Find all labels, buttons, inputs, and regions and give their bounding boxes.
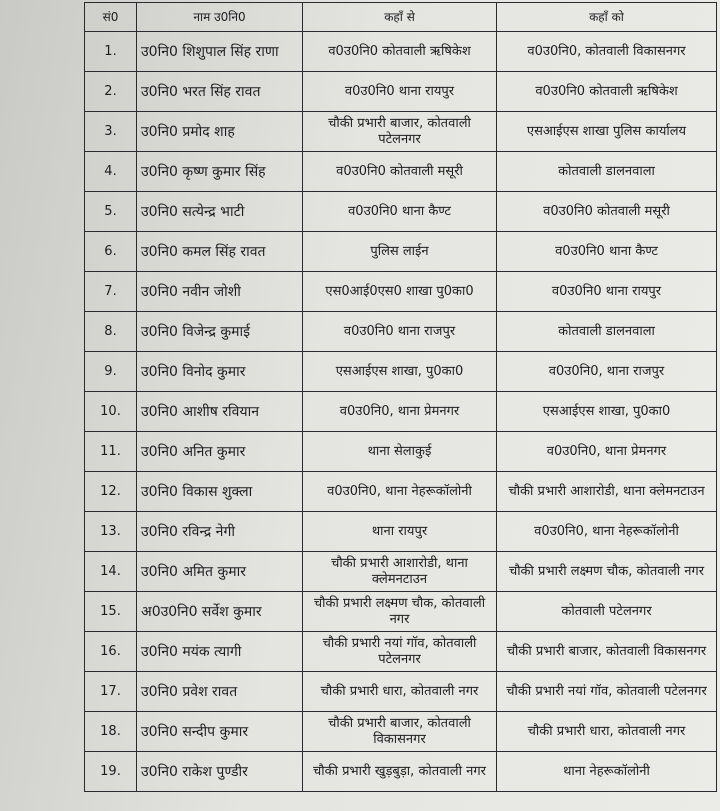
header-from: कहाँ से	[303, 3, 497, 32]
to-cell: कोतवाली डालनवाला	[497, 312, 717, 352]
name-cell: उ0नि0 विकास शुक्ला	[137, 472, 303, 512]
from-cell: व0उ0नि0 कोतवाली मसूरी	[303, 152, 497, 192]
from-cell: व0उ0नि0 थाना राजपुर	[303, 312, 497, 352]
serial-cell: 18.	[85, 712, 137, 752]
serial-cell: 11.	[85, 432, 137, 472]
to-cell: चौकी प्रभारी नयां गॉव, कोतवाली पटेलनगर	[497, 672, 717, 712]
serial-cell: 1.	[85, 32, 137, 72]
serial-cell: 2.	[85, 72, 137, 112]
to-cell: व0उ0नि0, थाना प्रेमनगर	[497, 432, 717, 472]
name-cell: उ0नि0 प्रवेश रावत	[137, 672, 303, 712]
name-cell: उ0नि0 अमित कुमार	[137, 552, 303, 592]
to-cell: चौकी प्रभारी आशारोडी, थाना क्लेमनटाउन	[497, 472, 717, 512]
table-row	[85, 392, 717, 432]
table-header-row	[85, 3, 717, 32]
table-row	[85, 72, 717, 112]
to-cell: व0उ0नि0 थाना रायपुर	[497, 272, 717, 312]
table-row	[85, 512, 717, 552]
serial-cell: 14.	[85, 552, 137, 592]
from-cell: एसआईएस शाखा, पु0का0	[303, 352, 497, 392]
to-cell: व0उ0नि0, कोतवाली विकासनगर	[497, 32, 717, 72]
header-serial: सं0	[85, 3, 137, 32]
serial-cell: 5.	[85, 192, 137, 232]
name-cell: उ0नि0 सन्दीप कुमार	[137, 712, 303, 752]
serial-cell: 16.	[85, 632, 137, 672]
to-cell: व0उ0नि0 कोतवाली ऋषिकेश	[497, 72, 717, 112]
serial-cell: 15.	[85, 592, 137, 632]
to-cell: चौकी प्रभारी बाजार, कोतवाली विकासनगर	[497, 632, 717, 672]
name-cell: उ0नि0 नवीन जोशी	[137, 272, 303, 312]
table-row	[85, 312, 717, 352]
table-row	[85, 32, 717, 72]
from-cell: व0उ0नि0, थाना नेहरूकॉलोनी	[303, 472, 497, 512]
serial-cell: 3.	[85, 112, 137, 152]
transfer-table	[84, 2, 717, 792]
table-row	[85, 632, 717, 672]
name-cell: उ0नि0 भरत सिंह रावत	[137, 72, 303, 112]
to-cell: एसआईएस शाखा पुलिस कार्यालय	[497, 112, 717, 152]
serial-cell: 4.	[85, 152, 137, 192]
serial-cell: 19.	[85, 752, 137, 792]
table-row	[85, 592, 717, 632]
from-cell: चौकी प्रभारी नयां गॉव, कोतवाली पटेलनगर	[303, 632, 497, 672]
from-cell: चौकी प्रभारी बाजार, कोतवाली विकासनगर	[303, 712, 497, 752]
serial-cell: 13.	[85, 512, 137, 552]
to-cell: व0उ0नि0, थाना नेहरूकॉलोनी	[497, 512, 717, 552]
name-cell: उ0नि0 रविन्द्र नेगी	[137, 512, 303, 552]
to-cell: व0उ0नि0 कोतवाली मसूरी	[497, 192, 717, 232]
name-cell: उ0नि0 राकेश पुण्डीर	[137, 752, 303, 792]
serial-cell: 17.	[85, 672, 137, 712]
from-cell: व0उ0नि0 थाना रायपुर	[303, 72, 497, 112]
table-row	[85, 752, 717, 792]
name-cell: उ0नि0 अनित कुमार	[137, 432, 303, 472]
from-cell: चौकी प्रभारी आशारोडी, थाना क्लेमनटाउन	[303, 552, 497, 592]
to-cell: कोतवाली डालनवाला	[497, 152, 717, 192]
from-cell: चौकी प्रभारी बाजार, कोतवाली पटेलनगर	[303, 112, 497, 152]
name-cell: उ0नि0 शिशुपाल सिंह राणा	[137, 32, 303, 72]
from-cell: पुलिस लाईन	[303, 232, 497, 272]
serial-cell: 9.	[85, 352, 137, 392]
to-cell: चौकी प्रभारी लक्ष्मण चौक, कोतवाली नगर	[497, 552, 717, 592]
name-cell: उ0नि0 सत्येन्द्र भाटी	[137, 192, 303, 232]
name-cell: उ0नि0 कृष्ण कुमार सिंह	[137, 152, 303, 192]
from-cell: व0उ0नि0 कोतवाली ऋषिकेश	[303, 32, 497, 72]
from-cell: थाना रायपुर	[303, 512, 497, 552]
table-row	[85, 672, 717, 712]
table-row	[85, 552, 717, 592]
to-cell: व0उ0नि0 थाना कैण्ट	[497, 232, 717, 272]
from-cell: एस0आई0एस0 शाखा पु0का0	[303, 272, 497, 312]
from-cell: चौकी प्रभारी खुड़बुड़ा, कोतवाली नगर	[303, 752, 497, 792]
to-cell: एसआईएस शाखा, पु0का0	[497, 392, 717, 432]
table-row	[85, 232, 717, 272]
name-cell: अ0उ0नि0 सर्वेश कुमार	[137, 592, 303, 632]
name-cell: उ0नि0 विजेन्द्र कुमाई	[137, 312, 303, 352]
from-cell: चौकी प्रभारी लक्ष्मण चौक, कोतवाली नगर	[303, 592, 497, 632]
table-row	[85, 712, 717, 752]
name-cell: उ0नि0 मयंक त्यागी	[137, 632, 303, 672]
header-name: नाम उ0नि0	[137, 3, 303, 32]
serial-cell: 7.	[85, 272, 137, 312]
name-cell: उ0नि0 आशीष रवियान	[137, 392, 303, 432]
name-cell: उ0नि0 कमल सिंह रावत	[137, 232, 303, 272]
serial-cell: 12.	[85, 472, 137, 512]
to-cell: थाना नेहरूकॉलोनी	[497, 752, 717, 792]
table-row	[85, 352, 717, 392]
from-cell: थाना सेलाकुई	[303, 432, 497, 472]
table-body	[85, 32, 717, 792]
from-cell: व0उ0नि0, थाना प्रेमनगर	[303, 392, 497, 432]
from-cell: चौकी प्रभारी धारा, कोतवाली नगर	[303, 672, 497, 712]
table-row	[85, 112, 717, 152]
table-row	[85, 272, 717, 312]
to-cell: कोतवाली पटेलनगर	[497, 592, 717, 632]
table-row	[85, 472, 717, 512]
from-cell: व0उ0नि0 थाना कैण्ट	[303, 192, 497, 232]
serial-cell: 10.	[85, 392, 137, 432]
serial-cell: 6.	[85, 232, 137, 272]
table-row	[85, 192, 717, 232]
table-row	[85, 432, 717, 472]
to-cell: व0उ0नि0, थाना राजपुर	[497, 352, 717, 392]
name-cell: उ0नि0 विनोद कुमार	[137, 352, 303, 392]
name-cell: उ0नि0 प्रमोद शाह	[137, 112, 303, 152]
serial-cell: 8.	[85, 312, 137, 352]
to-cell: चौकी प्रभारी धारा, कोतवाली नगर	[497, 712, 717, 752]
header-to: कहाँ को	[497, 3, 717, 32]
table-row	[85, 152, 717, 192]
